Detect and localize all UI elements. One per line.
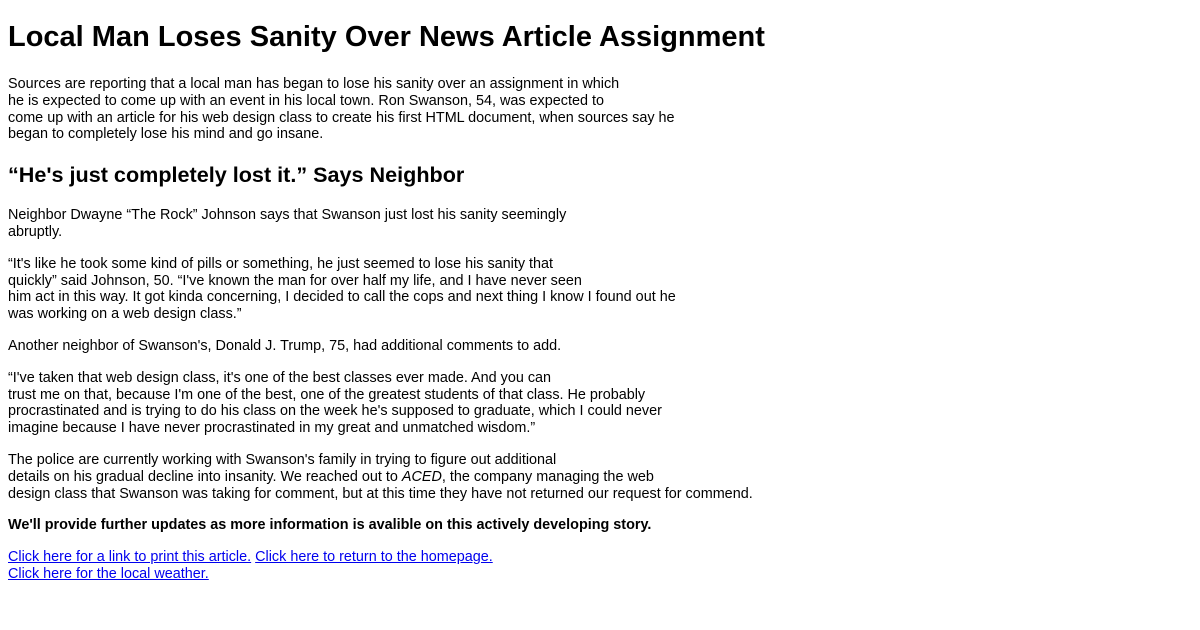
paragraph-line: imagine because I have never procrastinated in my great and unmatched wisdom.” xyxy=(8,420,536,437)
article-title: Local Man Loses Sanity Over News Article Assignment xyxy=(8,21,765,53)
paragraph-line: Neighbor Dwayne “The Rock” Johnson says that Swanson just lost his sanity seemingly xyxy=(8,207,567,224)
paragraph-line: abruptly. xyxy=(8,223,63,240)
paragraph-line: was working on a web design class.” xyxy=(8,306,242,323)
paragraph-line: design class that Swanson was taking for comment, but at this time they have not returned our request for commend. xyxy=(8,485,753,502)
trump-intro-paragraph: Another neighbor of Swanson's, Donald J. Trump, 75, had additional comments to add. xyxy=(8,337,562,354)
police-paragraph xyxy=(8,452,1188,502)
section-subheading: “He's just completely lost it.” Says Neighbor xyxy=(8,162,465,188)
neighbor-paragraph xyxy=(8,207,1188,241)
links-line xyxy=(8,566,1188,583)
intro-line: began to completely lose his mind and go insane. xyxy=(8,126,324,143)
print-article-link[interactable]: Click here for a link to print this article. xyxy=(8,549,252,566)
paragraph-line: procrastinated and is trying to do his class on the week he's supposed to graduate, which I could never xyxy=(8,403,662,420)
paragraph-line: “I've taken that web design class, it's one of the best classes ever made. And you can xyxy=(8,369,552,386)
article-page xyxy=(8,0,1188,583)
closing-statement: We'll provide further updates as more information is avalible on this actively developing story. xyxy=(8,517,652,534)
links-section xyxy=(8,549,1188,583)
intro-paragraph xyxy=(8,76,1188,143)
text-segment: , the company managing the web xyxy=(441,468,654,485)
homepage-link[interactable]: Click here to return to the homepage. xyxy=(255,549,493,566)
text-segment: details on his gradual decline into insanity. We reached out to xyxy=(8,468,402,485)
paragraph-line xyxy=(8,469,1188,486)
paragraph-line: “It's like he took some kind of pills or something, he just seemed to lose his sanity that xyxy=(8,255,554,272)
trump-quote-paragraph xyxy=(8,370,1188,437)
intro-line: Sources are reporting that a local man has began to lose his sanity over an assignment in which xyxy=(8,76,620,92)
intro-line: come up with an article for his web design class to create his first HTML document, when sources say he xyxy=(8,109,675,126)
intro-line: he is expected to come up with an event in his local town. Ron Swanson, 54, was expected to xyxy=(8,92,604,109)
links-line xyxy=(8,549,1188,566)
paragraph-line: The police are currently working with Swanson's family in trying to figure out additional xyxy=(8,451,557,468)
paragraph-line: quickly” said Johnson, 50. “I've known the man for over half my life, and I have never seen xyxy=(8,272,582,289)
paragraph-line: trust me on that, because I'm one of the best, one of the greatest students of that class. He probably xyxy=(8,386,646,403)
company-name: ACED xyxy=(401,468,442,485)
paragraph-line: him act in this way. It got kinda concerning, I decided to call the cops and next thing I know I found out he xyxy=(8,289,676,306)
local-weather-link[interactable]: Click here for the local weather. xyxy=(8,565,209,582)
johnson-quote-paragraph xyxy=(8,256,1188,323)
